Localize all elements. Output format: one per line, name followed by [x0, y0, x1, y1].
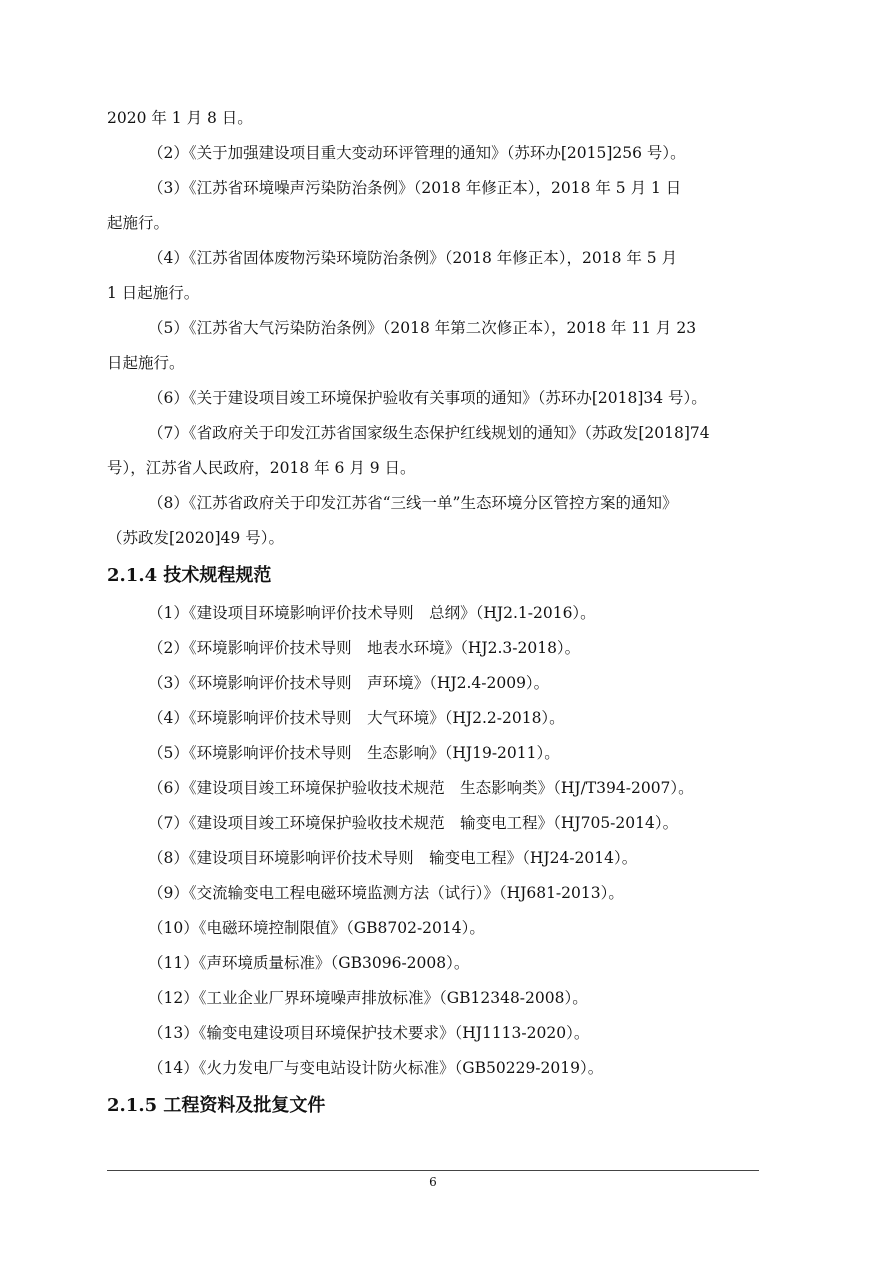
footer-divider	[107, 1170, 759, 1171]
regulation-item-3-cont: 起施行。	[107, 214, 170, 232]
standard-item-1: （1）《建设项目环境影响评价技术导则 总纲》（HJ2.1-2016）。	[148, 604, 596, 622]
regulation-item-2: （2）《关于加强建设项目重大变动环评管理的通知》（苏环办[2015]256 号）。	[148, 144, 686, 162]
standard-item-14: （14）《火力发电厂与变电站设计防火标准》（GB50229-2019）。	[148, 1059, 604, 1077]
regulation-item-5: （5）《江苏省大气污染防治条例》（2018 年第二次修正本），2018 年 11 月 23	[148, 319, 697, 337]
regulation-item-4-cont: 1 日起施行。	[107, 284, 200, 302]
standard-item-5: （5）《环境影响评价技术导则 生态影响》（HJ19-2011）。	[148, 744, 560, 762]
section-heading-2-1-4: 2.1.4 技术规程规范	[107, 565, 272, 586]
standard-item-8: （8）《建设项目环境影响评价技术导则 输变电工程》（HJ24-2014）。	[148, 849, 638, 867]
regulation-item-7: （7）《省政府关于印发江苏省国家级生态保护红线规划的通知》（苏政发[2018]74	[148, 424, 710, 442]
standard-item-10: （10）《电磁环境控制限值》（GB8702-2014）。	[148, 919, 485, 937]
standard-item-7: （7）《建设项目竣工环境保护验收技术规范 输变电工程》（HJ705-2014）。	[148, 814, 679, 832]
standard-item-3: （3）《环境影响评价技术导则 声环境》（HJ2.4-2009）。	[148, 674, 550, 692]
body-line-1: 2020 年 1 月 8 日。	[107, 109, 253, 127]
regulation-item-8-cont: （苏政发[2020]49 号）。	[107, 529, 284, 547]
regulation-item-7-cont: 号），江苏省人民政府，2018 年 6 月 9 日。	[107, 459, 416, 477]
regulation-item-3: （3）《江苏省环境噪声污染防治条例》（2018 年修正本），2018 年 5 月 1 日	[148, 179, 682, 197]
page-number: 6	[429, 1175, 437, 1189]
regulation-item-6: （6）《关于建设项目竣工环境保护验收有关事项的通知》（苏环办[2018]34 号）。	[148, 389, 707, 407]
regulation-item-5-cont: 日起施行。	[107, 354, 185, 372]
standard-item-4: （4）《环境影响评价技术导则 大气环境》（HJ2.2-2018）。	[148, 709, 565, 727]
standard-item-2: （2）《环境影响评价技术导则 地表水环境》（HJ2.3-2018）。	[148, 639, 581, 657]
standard-item-12: （12）《工业企业厂界环境噪声排放标准》（GB12348-2008）。	[148, 989, 588, 1007]
regulation-item-8: （8）《江苏省政府关于印发江苏省“三线一单”生态环境分区管控方案的通知》	[148, 494, 678, 512]
standard-item-11: （11）《声环境质量标准》（GB3096-2008）。	[148, 954, 470, 972]
standard-item-6: （6）《建设项目竣工环境保护验收技术规范 生态影响类》（HJ/T394-2007）。	[148, 779, 694, 797]
standard-item-13: （13）《输变电建设项目环境保护技术要求》（HJ1113-2020）。	[148, 1024, 590, 1042]
regulation-item-4: （4）《江苏省固体废物污染环境防治条例》（2018 年修正本），2018 年 5 月	[148, 249, 678, 267]
section-heading-2-1-5: 2.1.5 工程资料及批复文件	[107, 1095, 326, 1116]
standard-item-9: （9）《交流输变电工程电磁环境监测方法（试行）》（HJ681-2013）。	[148, 884, 624, 902]
